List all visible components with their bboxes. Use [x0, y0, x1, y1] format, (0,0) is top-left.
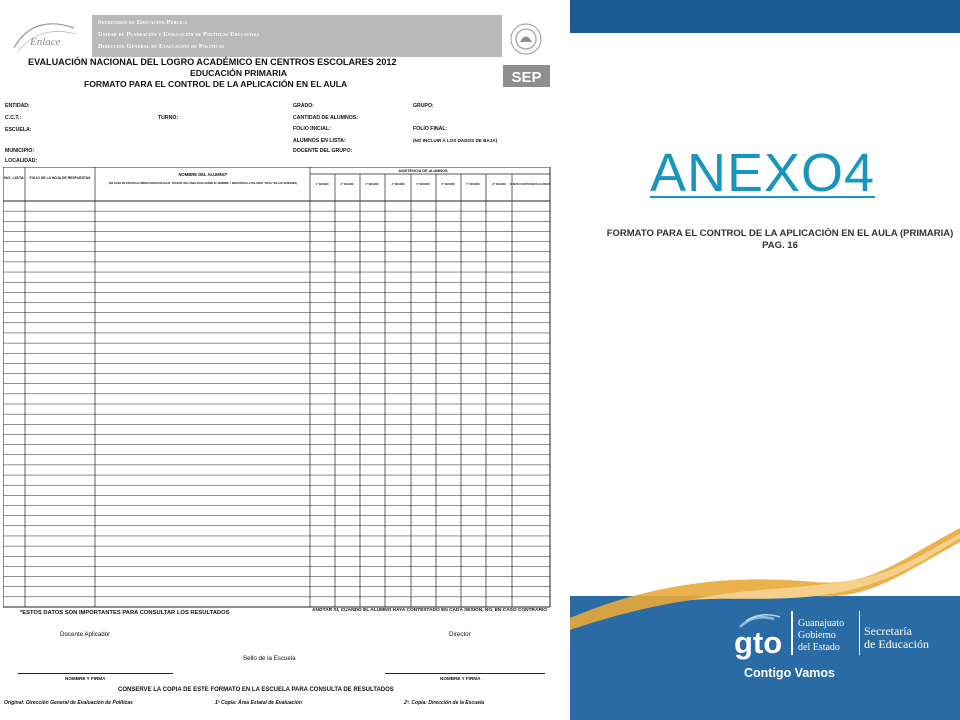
enlace-logo-text: Enlace: [30, 36, 61, 48]
form-title-educacion: EDUCACIÓN PRIMARIA: [190, 68, 287, 78]
asistencia-header: ASISTENCIA DE ALUMNOS: [398, 169, 448, 173]
anexo-description: FORMATO PARA EL CONTROL DE LA APLICACIÓN EN EL AULA (PRIMARIA) PAG. 16: [606, 228, 954, 251]
field-cct: C.C.T.:: [5, 115, 22, 121]
footer-copia-2: 2ª. Copia: Dirección de la Escuela: [404, 700, 485, 706]
gobierno-line-1: Guanajuato: [798, 618, 845, 629]
col-no-lista: NO. LISTA: [4, 175, 24, 180]
col-nombre: NOMBRE DEL ALUMNO*: [178, 172, 228, 177]
gto-logo-mark: [734, 611, 794, 661]
field-alumnos-lista: ALUMNOS EN LISTA:: [293, 138, 346, 144]
col-folio: FOLIO DE LA HOJA DE RESPUESTAS: [29, 176, 91, 180]
session-6: 6ª SESIÓN: [441, 183, 455, 186]
nombre-firma-director: NOMBRE Y FIRMA: [440, 676, 481, 681]
field-folio-final: FOLIO FINAL:: [413, 126, 448, 132]
director-label: Director: [449, 631, 471, 638]
field-folio-inicial: FOLIO INICIAL:: [293, 126, 331, 132]
anexo-title-link[interactable]: ANEXO4: [650, 143, 876, 203]
footer-conserve: CONSERVE LA COPIA DE ESTE FORMATO EN LA ESCUELA PARA CONSULTA DE RESULTADOS: [118, 687, 394, 693]
field-localidad: LOCALIDAD:: [5, 158, 38, 164]
field-entidad: ENTIDAD:: [5, 103, 30, 109]
sep-logo-text: SEP: [511, 69, 542, 86]
footer-copia-1: 1ª Copia: Área Estatal de Evaluación: [215, 700, 302, 706]
slogan-contigo-vamos: Contigo Vamos: [744, 666, 835, 680]
header-line-direccion: Dirección General de Evaluación de Políticas: [98, 43, 225, 50]
session-1: 1ª SESIÓN: [315, 183, 329, 186]
field-grupo: GRUPO:: [413, 103, 434, 109]
signature-line-docente: [18, 673, 173, 674]
sello-escuela-label: Sello de la Escuela: [243, 655, 296, 662]
field-turno: TURNO:: [158, 115, 179, 121]
field-no-incluir: (NO INCLUIR A LOS DADOS DE BAJA): [413, 138, 498, 143]
gobierno-line-3: del Estado: [798, 642, 840, 653]
session-8: 8ª SESIÓN: [492, 183, 506, 186]
footer-anotar-note: ANOTAR SÍ, CUANDO EL ALUMNO HAYA CONTESTADO EN CADA SESIÓN, NO, EN CASO CONTRARIO: [312, 608, 547, 613]
signature-line-director: [385, 673, 545, 674]
field-docente-grupo: DOCENTE DEL GRUPO:: [293, 148, 353, 154]
gto-text: gto: [734, 625, 783, 660]
form-title-evaluacion: EVALUACIÓN NACIONAL DEL LOGRO ACADÉMICO EN CENTROS ESCOLARES 2012: [28, 57, 397, 67]
enlace-logo: [8, 18, 80, 56]
col-nombre-note: (EN CASO DE EXISTIR ALUMNOS DADOS DE BAJA, TRAZAR UNA LÍNEA ROJA SOBRE EL NOMBRE Y REGISTRAR LA PALABRA "BAJA" EN LAS SESIONES): [108, 182, 298, 185]
attendance-grid: [3, 167, 553, 612]
top-accent-bar: [570, 0, 960, 33]
field-escuela: ESCUELA:: [5, 127, 32, 133]
form-title-formato: FORMATO PARA EL CONTROL DE LA APLICACIÓN EN EL AULA: [84, 79, 348, 89]
session-7: 7ª SESIÓN: [466, 183, 480, 186]
header-line-sep: Secretaría de Educación Pública: [98, 19, 188, 26]
sep-logo: [503, 15, 550, 87]
header-line-unidad: Unidad de Planeación y Evaluación de Políticas Educativas: [98, 31, 260, 38]
brand-divider-2: [859, 611, 860, 655]
session-cuestionario: SESIÓN CUESTIONARIO ALUMNOS: [509, 183, 551, 186]
session-2: 2ª SESIÓN: [340, 183, 354, 186]
footer-datos-importantes: *ESTOS DATOS SON IMPORTANTES PARA CONSULTAR LOS RESULTADOS: [20, 610, 230, 616]
field-municipio: MUNICIPIO:: [5, 148, 35, 154]
secretaria-line-1: Secretaría: [864, 624, 912, 638]
field-cantidad-alumnos: CANTIDAD DE ALUMNOS:: [293, 115, 358, 121]
docente-aplicador-label: Docente Aplicador: [60, 631, 111, 638]
session-5: 5ª SESIÓN: [416, 183, 430, 186]
footer-original: Original: Dirección General de Evaluación de Políticas: [4, 700, 133, 706]
field-grado: GRADO:: [293, 103, 315, 109]
mexico-seal-icon: [503, 15, 550, 87]
session-4: 4ª SESIÓN: [391, 183, 405, 186]
secretaria-line-2: de Educación: [864, 637, 929, 651]
brand-divider-1: [791, 611, 793, 655]
session-3: 3ª SESIÓN: [365, 183, 379, 186]
gobierno-line-2: Gobierno: [798, 630, 836, 641]
nombre-firma-docente: NOMBRE Y FIRMA: [65, 676, 106, 681]
form-header-box: [92, 15, 502, 57]
